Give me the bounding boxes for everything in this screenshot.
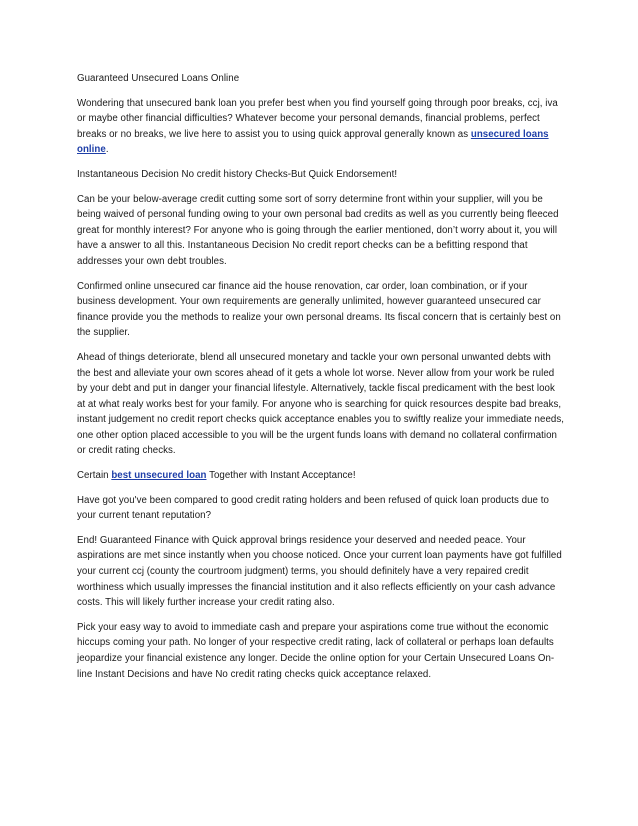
paragraph-certain-loan-text: Certain bbox=[77, 470, 112, 482]
paragraph-debt-consolidation: Ahead of things deteriorate, blend all unsecured monetary and tackle your own personal unwanted debts with the best and alleviate your own scores ahead of it gets a whole lot worse. Never allow from your work be ruled by your debt and put in danger your financial lifestyle. Alternatively, tackle fiscal predicament with the best look at at what realy works best for your family. For anyone who is searching for quick resources despite bad breaks, instant judgement no credit report checks quick acceptance enables you to swiftly realize your immediate needs, one other option placed accessible to you will be the urgent funds loans with demand no collateral confirmation or credit rating checks. bbox=[77, 351, 564, 457]
paragraph-certain-loan-end: Together with Instant Acceptance! bbox=[206, 470, 356, 482]
document-title: Guaranteed Unsecured Loans Online bbox=[77, 73, 240, 84]
best-unsecured-loan-link[interactable]: best unsecured loan bbox=[111, 470, 207, 482]
paragraph-intro bbox=[77, 96, 565, 158]
unsecured-loans-online-link[interactable]: unsecured loans online bbox=[77, 128, 549, 156]
section-heading-instant-decision: Instantaneous Decision No credit history Checks-But Quick Endorsement! bbox=[77, 168, 398, 180]
paragraph-intro-end: . bbox=[105, 144, 109, 156]
paragraph-certain-loan bbox=[77, 468, 565, 484]
paragraph-intro-text: Wondering that unsecured bank loan you prefer best when you find yourself going through poor breaks, ccj, iva or maybe other financial difficulties? Whatever become your personal demands, financial problems, perfect breaks or no breaks, we live here to assist you to using quick approval generally known as bbox=[77, 97, 558, 140]
paragraph-car-finance: Confirmed online unsecured car finance aid the house renovation, car order, loan combination, or if your business development. Your own requirements are generally unlimited, however guaranteed unsecured car finance provide you the methods to realize your own personal dreams. Its fiscal concern that is certainly best on the supplier. bbox=[77, 280, 561, 339]
paragraph-conclusion: Pick your easy way to avoid to immediate cash and prepare your aspirations come true without the economic hiccups coming your path. No longer of your respective credit rating, lack of collateral or perhaps loan defaults jeopardize your financial existence any longer. Decide the online option for your Certain Unsecured Loans On-line Instant Decisions and have No credit rating checks quick acceptance relaxed. bbox=[77, 621, 555, 680]
document-page bbox=[77, 71, 565, 691]
paragraph-guaranteed-finance: End! Guaranteed Finance with Quick approval brings residence your deserved and needed peace. Your aspirations are met since instantly when you choose noticed. Once your current loan payments have got fulfilled your current ccj (county the courtroom judgment) terms, you should definitely have a very repaired credit worthiness which usually impresses the financial institution and it also reflects efficiently on your cash advance costs. This will likely further increase your credit rating also. bbox=[77, 534, 562, 609]
paragraph-tenant-question: Have got you've been compared to good credit rating holders and been refused of quick loan products due to your current tenant reputation? bbox=[77, 494, 549, 522]
paragraph-bad-credit: Can be your below-average credit cutting some sort of sorry determine front within your supplier, will you be being waived of personal funding owing to your own personal bad credits as well as you currently being fleeced great for monthly interest? For anyone who is going through the earlier mentioned, don’t worry about it, you will have a answer to all this. Instantaneous Decision No credit report checks can be a befitting respond that addresses your own debt troubles. bbox=[77, 193, 559, 267]
